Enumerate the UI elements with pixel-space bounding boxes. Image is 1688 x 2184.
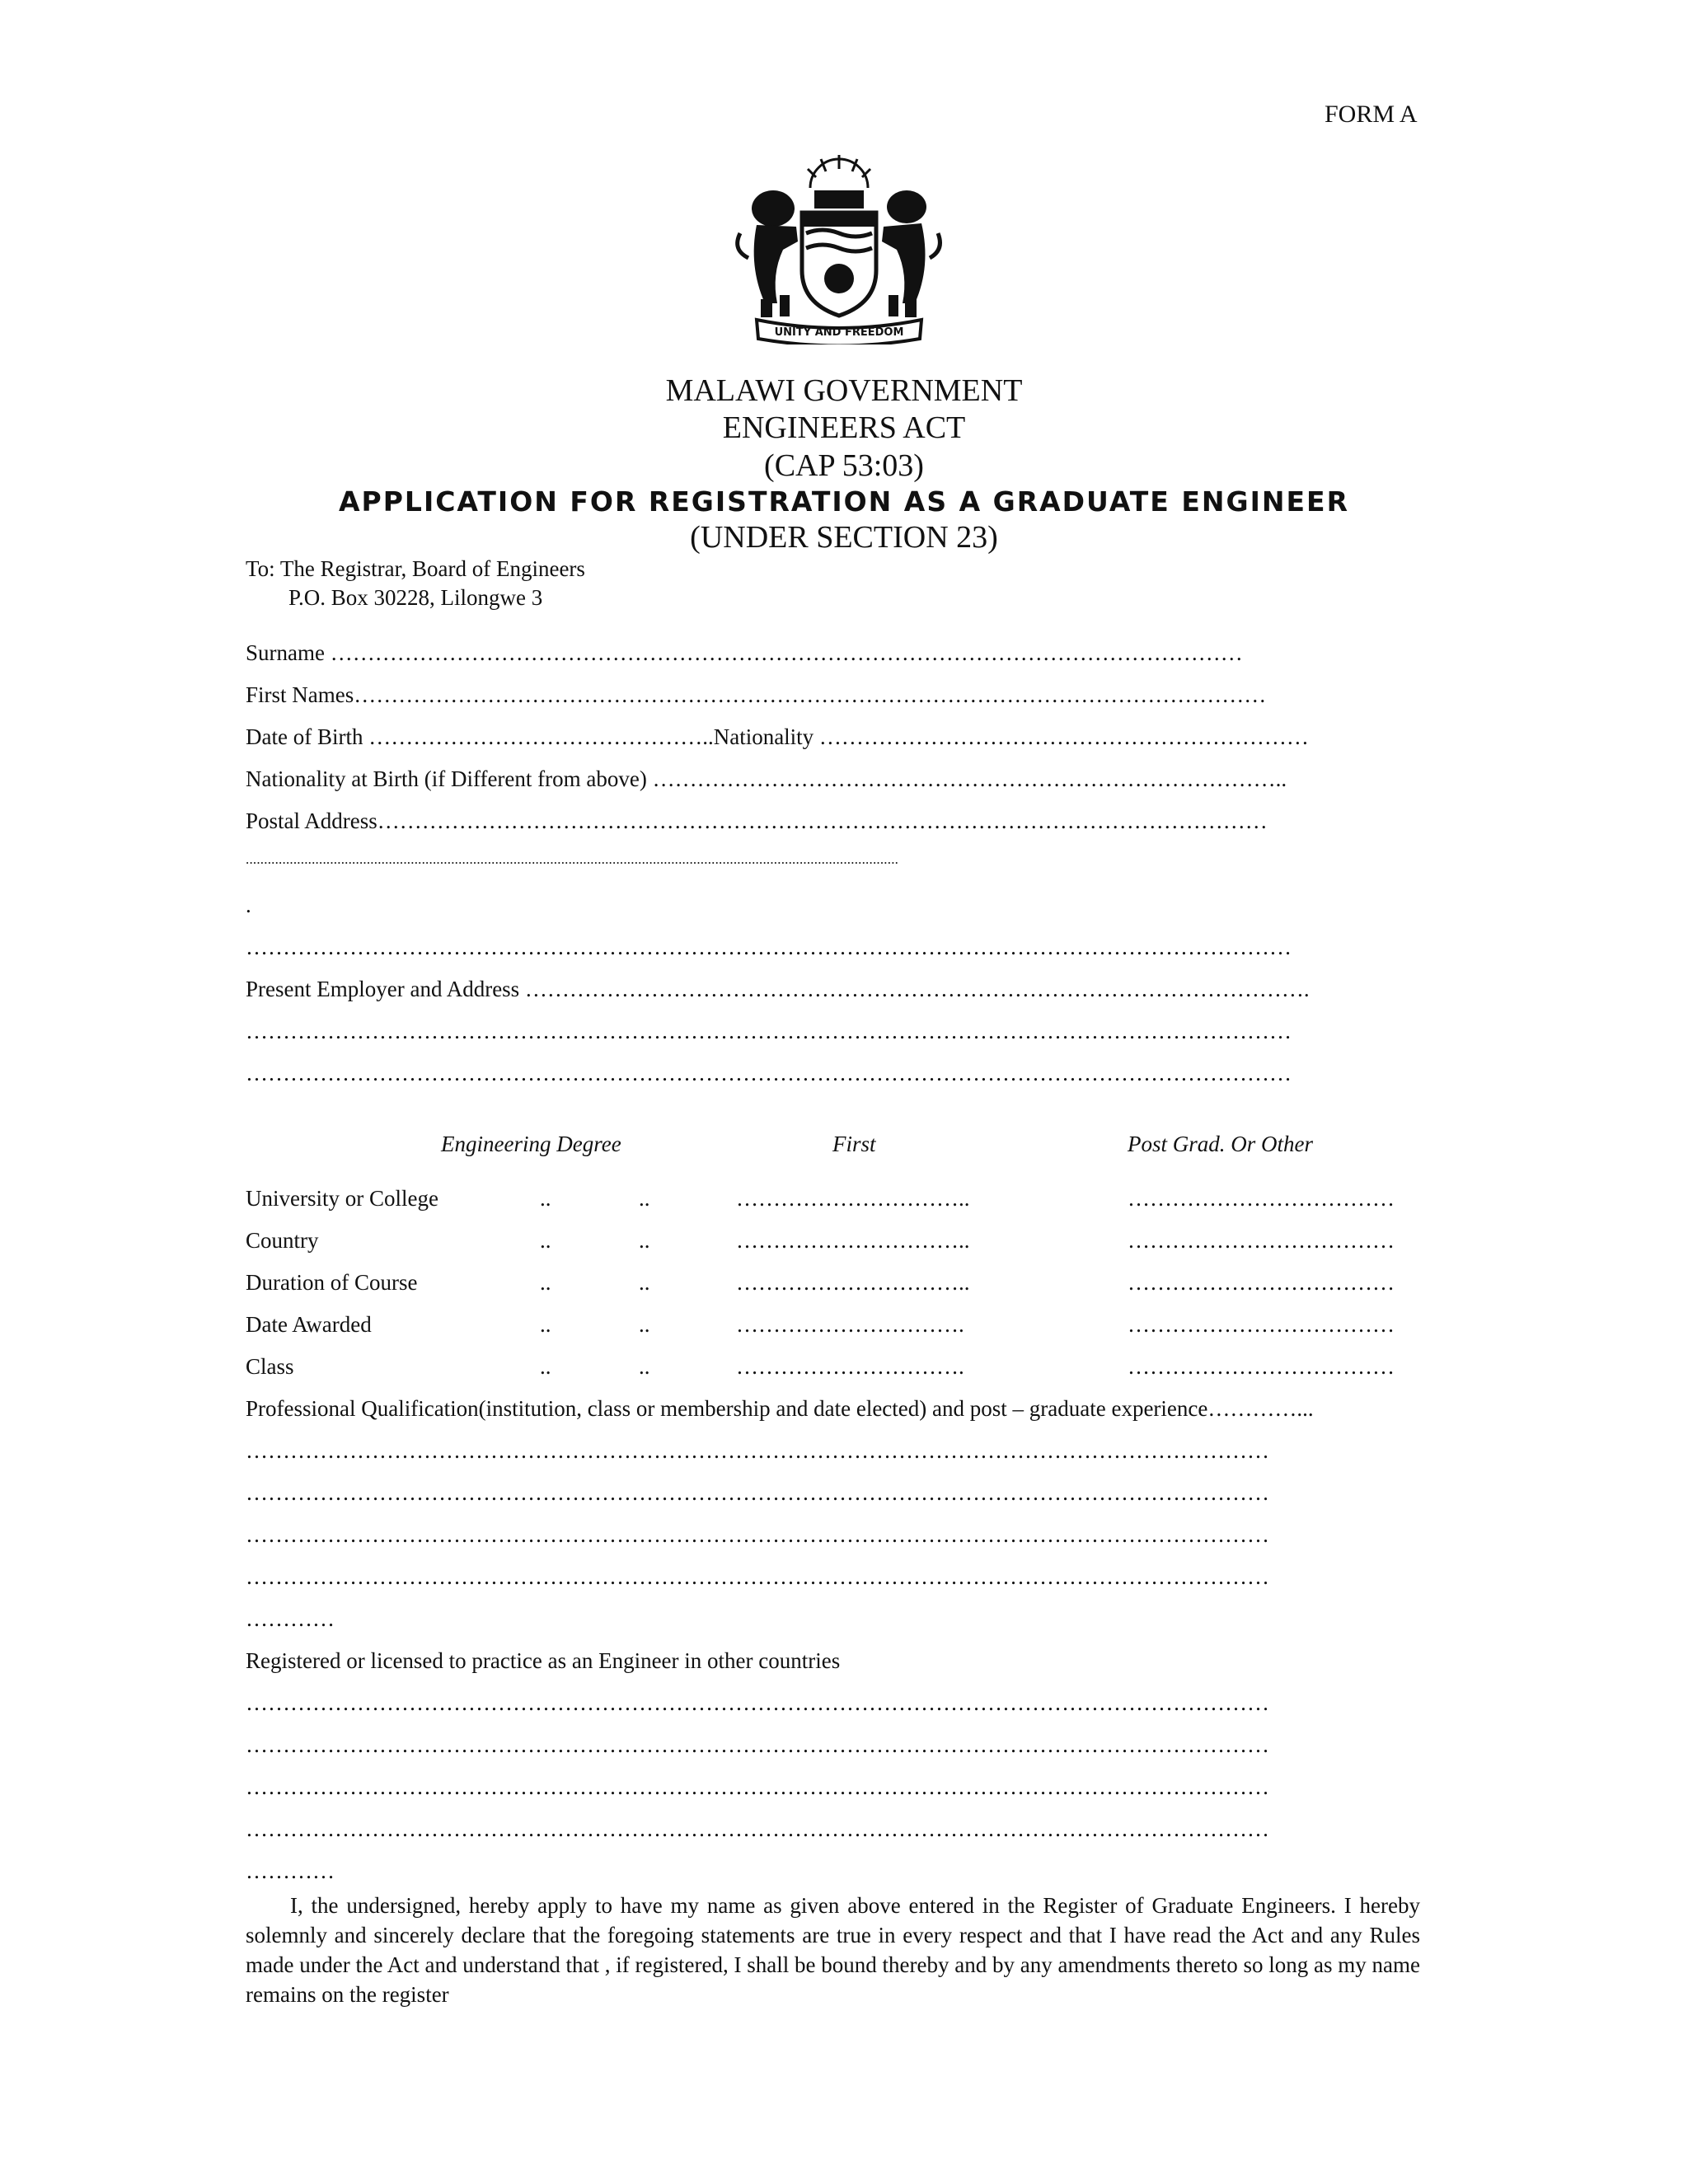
motto-text: UNITY AND FREEDOM — [774, 326, 904, 339]
coat-of-arms-icon — [725, 136, 940, 339]
dob-nationality-field[interactable]: Date of Birth ………………………………………..Nationality ………………………………………………………… — [246, 724, 1309, 749]
dots: .. — [540, 1186, 551, 1211]
registered-other-countries-label: Registered or licensed to practice as an Engineer in other countries — [246, 1648, 841, 1673]
declaration-paragraph: I, the undersigned, hereby apply to have my name as given above entered in the Register of Graduate Engineers. I hereby solemnly and sincerely declare that the foregoing statements are true in every respect and that I have read the Act and any Rules made under the Act and understand that , if registered, I shall be bound thereby and by any amendments thereto so long as my name remains on the register — [246, 1893, 1420, 2007]
dots: .. — [639, 1312, 650, 1337]
post-grad-field[interactable]: ……………………………… — [1128, 1228, 1395, 1253]
professional-qualification-label: Professional Qualification(institution, class or membership and date elected) and post – graduate experience…………... — [246, 1396, 1314, 1421]
row-label: Class — [246, 1354, 294, 1379]
dots: .. — [639, 1354, 650, 1379]
first-degree-field[interactable]: ………………………….. — [736, 1270, 970, 1295]
first-degree-field[interactable]: ………………………….. — [736, 1228, 970, 1253]
postal-address-line-2[interactable]: .................................................................................................................................................................................. — [246, 851, 899, 867]
first-degree-field[interactable]: ………………………….. — [736, 1186, 970, 1211]
registered-line[interactable]: ………………………………………………………………………………………………………………………… — [246, 1816, 1269, 1841]
header-government: MALAWI GOVERNMENT — [665, 373, 1023, 408]
postal-address-line-3[interactable]: . — [246, 893, 251, 917]
first-degree-field[interactable]: …………………………. — [736, 1354, 964, 1379]
professional-line[interactable]: ………………………………………………………………………………………………………………………… — [246, 1480, 1269, 1505]
professional-line[interactable]: ………………………………………………………………………………………………………………………… — [246, 1522, 1269, 1547]
registered-line[interactable]: ………………………………………………………………………………………………………………………… — [246, 1690, 1269, 1715]
professional-line[interactable]: ………………………………………………………………………………………………………………………… — [246, 1438, 1269, 1463]
header-first: First — [832, 1132, 876, 1156]
surname-field[interactable]: Surname …………………………………………………………………………………………………………… — [246, 640, 1243, 665]
professional-line[interactable]: ………… — [246, 1606, 335, 1631]
header-act: ENGINEERS ACT — [722, 410, 966, 445]
registered-line[interactable]: ………… — [246, 1858, 335, 1883]
postal-address-field[interactable]: Postal Address………………………………………………………………………………………………………… — [246, 808, 1268, 833]
dots: .. — [540, 1312, 551, 1337]
employer-address-line-2[interactable]: …………………………………………………………………………………………………………………………… — [246, 1019, 1292, 1043]
header-section: (UNDER SECTION 23) — [690, 520, 998, 555]
registered-line[interactable]: ………………………………………………………………………………………………………………………… — [246, 1774, 1269, 1799]
post-grad-field[interactable]: ……………………………… — [1128, 1270, 1395, 1295]
dots: .. — [639, 1186, 650, 1211]
header-post-grad: Post Grad. Or Other — [1128, 1132, 1314, 1156]
post-grad-field[interactable]: ……………………………… — [1128, 1354, 1395, 1379]
dots: .. — [540, 1228, 551, 1253]
dots: .. — [540, 1354, 551, 1379]
dots: .. — [639, 1228, 650, 1253]
first-names-field[interactable]: First Names…………………………………………………………………………………………………………… — [246, 682, 1267, 707]
professional-line[interactable]: ………………………………………………………………………………………………………………………… — [246, 1564, 1269, 1589]
registered-line[interactable]: ………………………………………………………………………………………………………………………… — [246, 1732, 1269, 1757]
row-label: Date Awarded — [246, 1312, 372, 1337]
post-grad-field[interactable]: ……………………………… — [1128, 1312, 1395, 1337]
addressee-to: To: The Registrar, Board of Engineers — [246, 556, 585, 581]
addressee-box: P.O. Box 30228, Lilongwe 3 — [288, 585, 543, 610]
first-degree-field[interactable]: …………………………. — [736, 1312, 964, 1337]
form-title: APPLICATION FOR REGISTRATION AS A GRADUATE ENGINEER — [339, 485, 1349, 518]
header-engineering-degree: Engineering Degree — [441, 1132, 621, 1156]
employer-address-line-3[interactable]: …………………………………………………………………………………………………………………………… — [246, 1061, 1292, 1085]
postal-address-line-4[interactable]: …………………………………………………………………………………………………………………………… — [246, 935, 1292, 959]
dots: .. — [639, 1270, 650, 1295]
post-grad-field[interactable]: ……………………………… — [1128, 1186, 1395, 1211]
dots: .. — [540, 1270, 551, 1295]
form-label: FORM A — [1325, 101, 1418, 128]
nationality-at-birth-field[interactable]: Nationality at Birth (if Different from above) ………………………………………………………………………….. — [246, 766, 1287, 791]
employer-address-field[interactable]: Present Employer and Address ……………………………………………………………………………………………. — [246, 977, 1310, 1001]
row-label: University or College — [246, 1186, 438, 1211]
row-label: Country — [246, 1228, 319, 1253]
row-label: Duration of Course — [246, 1270, 418, 1295]
header-cap: (CAP 53:03) — [764, 448, 924, 483]
